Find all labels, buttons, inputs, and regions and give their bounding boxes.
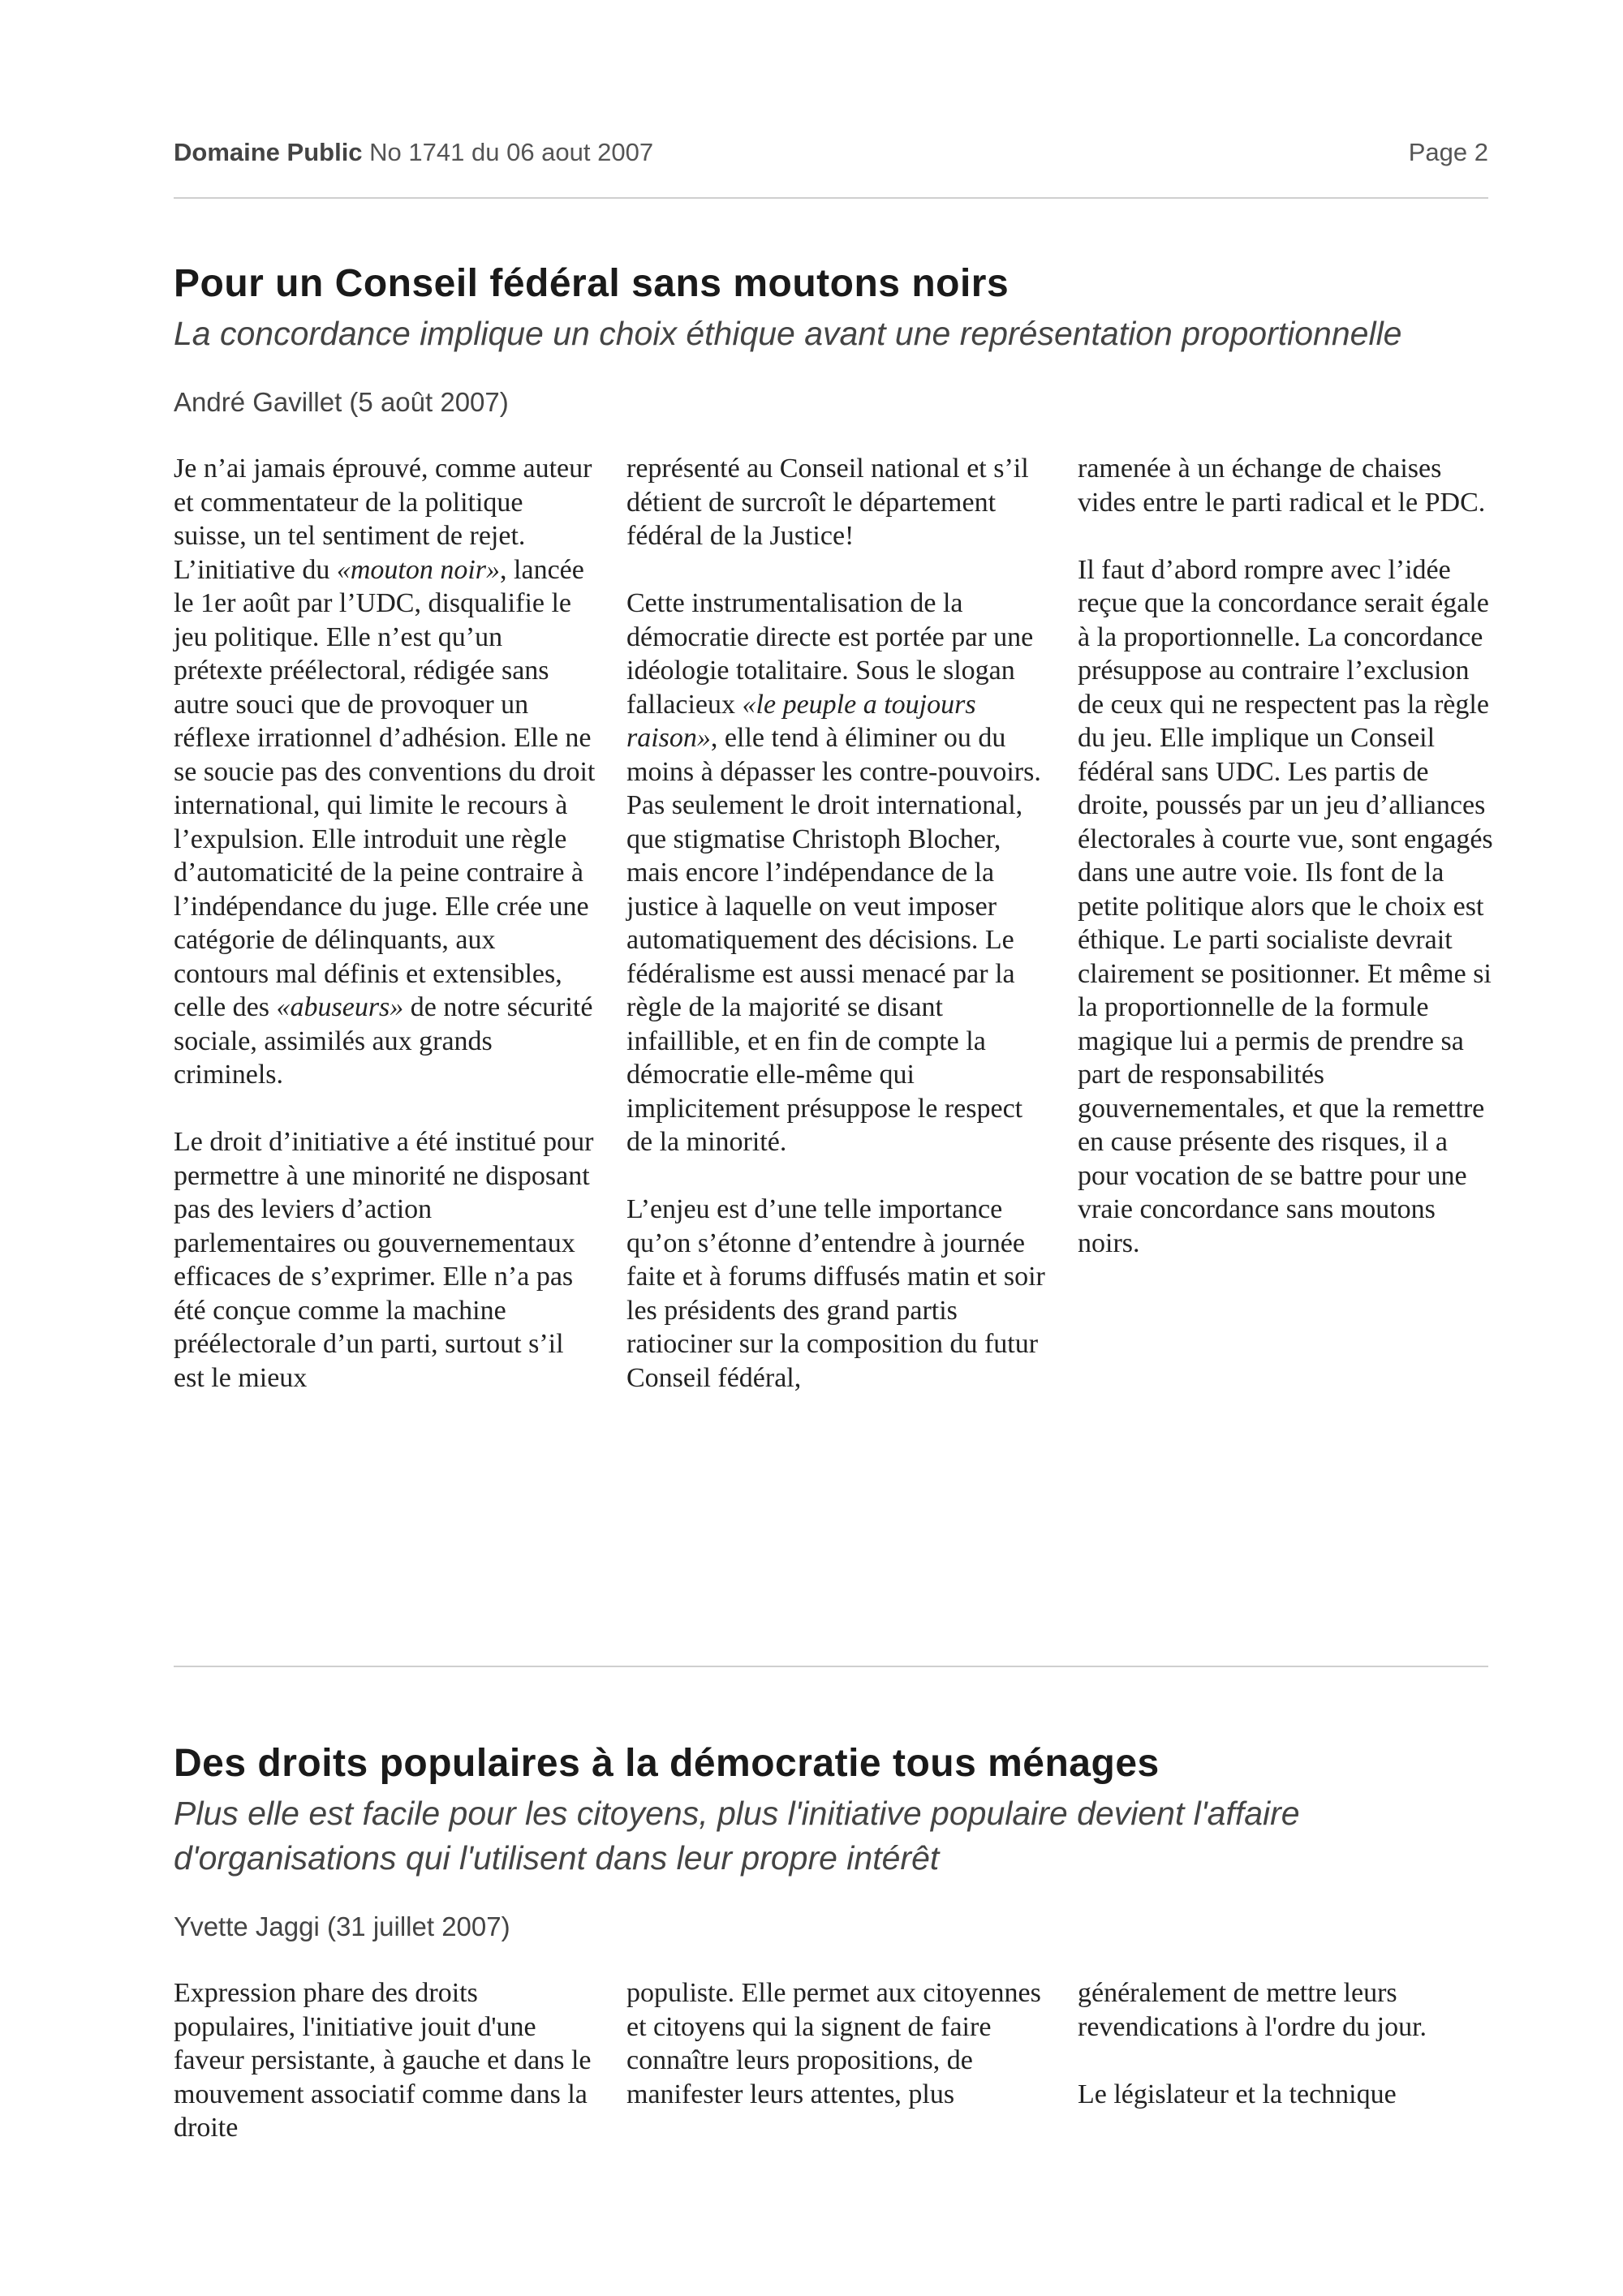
paragraph: généralement de mettre leurs revendications à l'ordre du jour. <box>1078 1978 1427 2042</box>
paragraph: populiste. Elle permet aux citoyennes et citoyens qui la signent de faire connaître leurs propositions, de manifester leurs attentes, plus <box>626 1978 1041 2109</box>
paragraph: Le droit d’initiative a été institué pour permettre à une minorité ne disposant pas des leviers d’action parlementaires ou gouvernementaux efficaces de s’exprimer. Elle n’a pas été conçue comme la machine préélectorale d’un parti, surtout s’il est le mieux <box>174 1127 594 1393</box>
article-1 <box>174 261 1493 1588</box>
article-1-columns <box>174 452 1493 1588</box>
article-1-column-2 <box>626 452 1048 1429</box>
paragraph: Expression phare des droits populaires, l'initiative jouit d'une faveur persistante, à gauche et dans le mouvement associatif comme dans la droite <box>174 1978 592 2143</box>
article-2-column-3 <box>1078 1976 1500 2145</box>
article-2-author: Yvette Jaggi (31 juillet 2007) <box>174 1911 510 1941</box>
paragraph: Je n’ai jamais éprouvé, comme auteur et commentateur de la politique suisse, un tel sentiment de rejet. L’initiative du «mouton noir», lancée le 1er août par l’UDC, disqualifie le jeu politique. Elle n’est qu’un prétexte préélectoral, rédigée sans autre souci que de provoquer un réflexe irrationnel d’adhésion. Elle ne se soucie pas des conventions du droit international, qui limite le recours à l’expulsion. Elle introduit une règle d’automaticité de la peine contraire à l’indépendance du juge. Elle crée une catégorie de délinquants, aux contours mal définis et extensibles, celle des «abuseurs» de notre sécurité sociale, assimilés aux grands criminels. <box>174 454 596 1090</box>
quote-abuseurs: «abuseurs» <box>276 992 404 1022</box>
article-2-column-2 <box>626 1976 1048 2145</box>
paragraph: Cette instrumentalisation de la démocratie directe est portée par une idéologie totalitaire. Sous le slogan fallacieux «le peuple a toujours raison», elle tend à éliminer ou du moins à dépasser les contre-pouvoirs. Pas seulement le droit international, que stigmatise Christoph Blocher, mais encore l’indépendance de la justice à laquelle on veut imposer automatiquement des décisions. Le fédéralisme est aussi menacé par la règle de la majorité se disant infaillible, et en fin de compte la démocratie elle-même qui implicitement présuppose le respect de la minorité. <box>626 588 1041 1157</box>
article-1-subtitle: La concordance implique un choix éthique avant une représentation proportionnelle <box>174 315 1402 352</box>
article-1-author: André Gavillet (5 août 2007) <box>174 387 509 417</box>
article-2 <box>174 1741 1488 2187</box>
article-1-column-1 <box>174 452 596 1429</box>
page-header <box>174 138 1488 170</box>
article-2-columns <box>174 1976 1488 2187</box>
page-number: Page 2 <box>1408 138 1488 166</box>
article-1-column-3 <box>1078 452 1500 1294</box>
article-2-subtitle: Plus elle est facile pour les citoyens, plus l'initiative populaire devient l'affaire d'organisations qui l'utilisent dans leur propre intérêt <box>174 1795 1300 1877</box>
article-2-title: Des droits populaires à la démocratie tous ménages <box>174 1742 1160 1785</box>
quote-mouton-noir: «mouton noir» <box>336 554 501 585</box>
paragraph: ramenée à un échange de chaises vides entre le parti radical et le PDC. <box>1078 454 1486 518</box>
paragraph: représenté au Conseil national et s’il détient de surcroît le département fédéral de la Justice! <box>626 454 1029 551</box>
issue-info: No 1741 du 06 aout 2007 <box>369 138 654 166</box>
article-1-title: Pour un Conseil fédéral sans moutons noirs <box>174 262 1010 305</box>
paragraph: Il faut d’abord rompre avec l’idée reçue que la concordance serait égale à la proportionnelle. La concordance présuppose au contraire l’exclusion de ceux qui ne respectent pas la règle du jeu. Elle implique un Conseil fédéral sans UDC. Les partis de droite, poussés par un jeu d’alliances électorales à courte vue, sont engagés dans une autre voie. Ils font de la petite politique alors que le choix est éthique. Le parti socialiste devrait clairement se positionner. Et même si la proportionnelle de la formule magique lui a permis de prendre sa part de responsabilités gouvernementales, et que la remettre en cause présente des risques, il a pour vocation de se battre pour une vraie concordance sans moutons noirs. <box>1078 554 1493 1258</box>
article-2-column-1 <box>174 1976 596 2178</box>
publication-name: Domaine Public <box>174 138 363 166</box>
article-divider <box>174 1666 1488 1667</box>
quote-peuple: «le peuple a toujours raison» <box>626 689 976 753</box>
paragraph: L’enjeu est d’une telle importance qu’on s’étonne d’entendre à journée faite et à forums diffusés matin et soir les présidents des grand partis ratiociner sur la composition du futur Conseil fédéral, <box>626 1194 1045 1393</box>
header-divider <box>174 197 1488 199</box>
paragraph: Le législateur et la technique <box>1078 2079 1397 2109</box>
